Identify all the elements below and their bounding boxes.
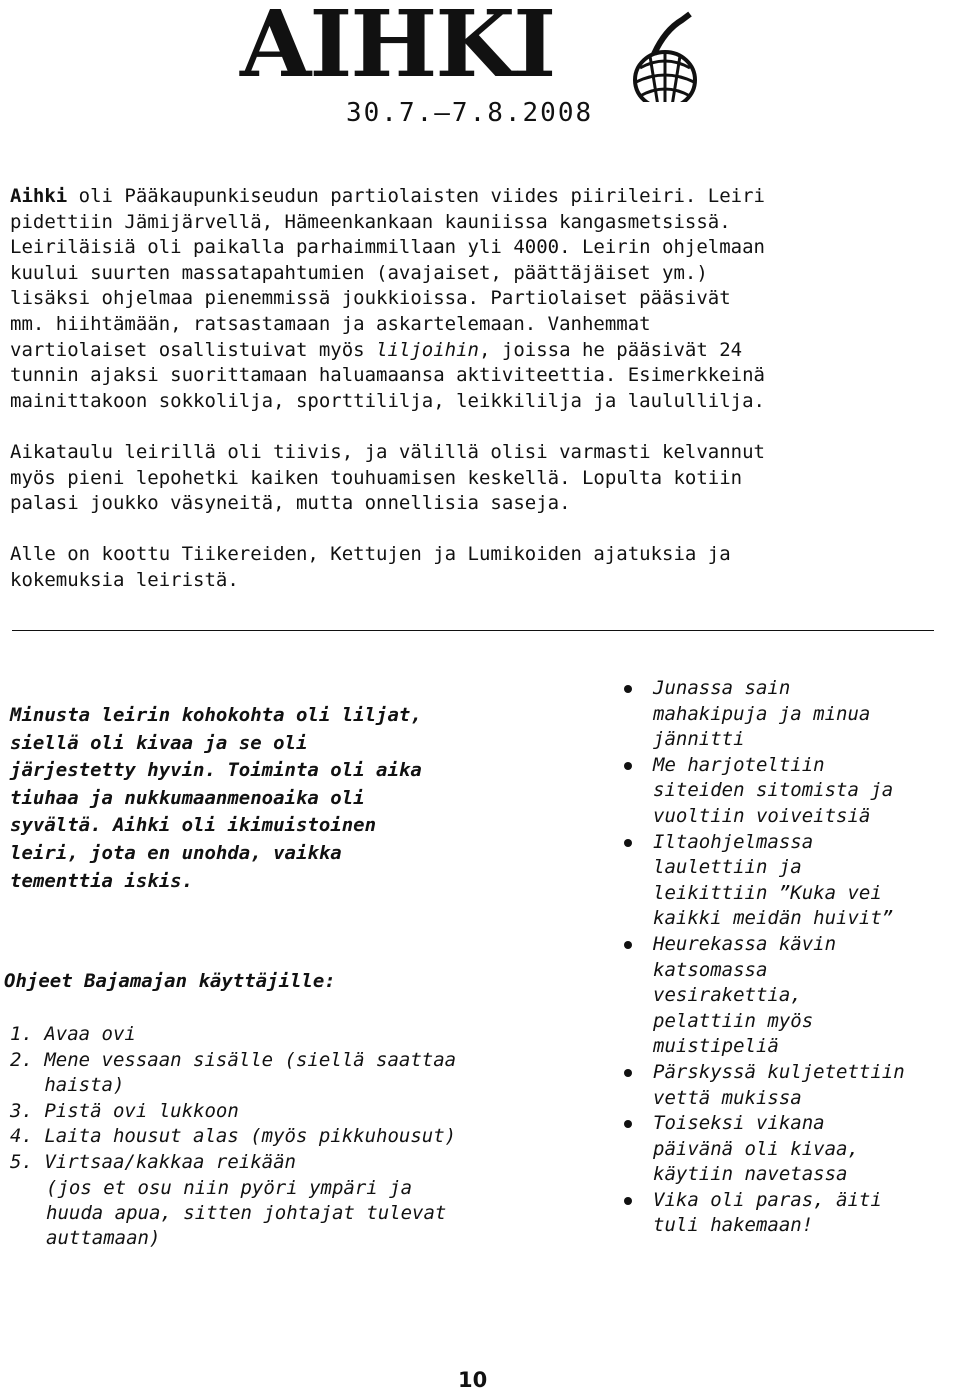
list-item-text: Junassa sain mahakipuja ja minua jännitti (653, 677, 871, 751)
list-item (620, 932, 960, 1060)
camper-experiences-list (620, 676, 960, 1239)
list-item (620, 1060, 960, 1111)
camp-logo-header (230, 2, 710, 132)
list-item-text: Me harjoteltiin siteiden sitomista ja vuoltiin voiveitsiä (653, 753, 894, 827)
instruction-step: 4. Laita housut alas (myös pikkuhousut) (10, 1125, 457, 1148)
intro-bold-word: Aihki (10, 185, 68, 207)
bullet-icon (624, 762, 632, 770)
list-item-text: Heurekassa kävin katsomassa vesirakettia, pelattiin myös muistipeliä (653, 932, 837, 1058)
bullet-icon (624, 1120, 632, 1128)
list-item-text: Iltaohjelmassa laulettiin ja leikittiin ”Kuka vei kaikki meidän huivit” (653, 830, 894, 930)
instructions-note: (jos et osu niin pyöri ympäri ja huuda apua, sitten johtajat tulevat auttamaan) (46, 1177, 447, 1249)
list-item-text: Pärskyssä kuljetettiin vettä mukissa (653, 1060, 905, 1109)
intro-paragraph-3: Alle on koottu Tiikereiden, Kettujen ja Lumikoiden ajatuksia ja kokemuksia leiristä. (10, 543, 731, 591)
list-item (620, 753, 960, 830)
camper-quote: Minusta leirin kohokohta oli liljat, siellä oli kivaa ja se oli järjestetty hyvin. Toiminta oli aika tiuhaa ja nukkumaanmenoaika oli syvältä. Aihki oli ikimuistoinen leiri, jota en unohda, vaikka tementtia iskis. (10, 704, 422, 892)
list-item (620, 1188, 960, 1239)
bullet-icon (624, 685, 632, 693)
intro-paragraph-2: Aikataulu leirillä oli tiivis, ja välillä olisi varmasti kelvannut myös pieni lepohetki kaiken touhuamisen keskellä. Lopulta kotiin palasi joukko väsyneitä, mutta onnellisia saseja. (10, 441, 765, 515)
bullet-icon (624, 941, 632, 949)
list-item (620, 830, 960, 932)
page-number: 10 (458, 1368, 488, 1392)
instruction-step: 2. Mene vessaan sisälle (siellä saattaa haista) (10, 1048, 457, 1097)
list-item (620, 1111, 960, 1188)
list-item (620, 676, 960, 753)
camp-logo (230, 2, 710, 102)
bullet-icon (624, 839, 632, 847)
instructions-list (10, 1022, 456, 1176)
instructions-title: Ohjeet Bajamajan käyttäjille: (4, 970, 336, 992)
pine-cone-icon (635, 14, 695, 102)
bullet-icon (624, 1197, 632, 1205)
intro-text-part-1: oli Pääkaupunkiseudun partiolaisten viides piirileiri. Leiri pidettiin Jämijärvellä, Hämeenkankaan kauniissa kangasmetsissä. Leiriläisiä oli paikalla parhaimmillaan yli 4000. Leirin ohjelmaan kuului suurten massatapahtumien (avajaiset, päättäjäiset ym.) lisäksi ohjelmaa pienemmissä joukkioissa. Partiolaiset pääsivät mm. hiihtämään, ratsastamaan ja askartelemaan. Vanhemmat vartiolaiset osallistuivat myös (10, 185, 765, 361)
instruction-step: 3. Pistä ovi lukkoon (10, 1099, 239, 1122)
instruction-step: 5. Virtsaa/kakkaa reikään (10, 1150, 296, 1173)
list-item-text: Toiseksi vikana päivänä oli kivaa, käytiin navetassa (653, 1112, 859, 1186)
camp-dates: 30.7.—7.8.2008 (346, 98, 594, 128)
instruction-step: 1. Avaa ovi (10, 1023, 136, 1045)
logo-wordmark: AIHKI (240, 2, 555, 98)
intro-italic-word: liljoihin (376, 338, 479, 361)
intro-text-part-2: , joissa he pääsivät 24 tunnin ajaksi suorittamaan haluamaansa aktiviteettia. Esimerkkeinä mainittakoon sokkolilja, sporttililja, leikkililja ja laulullilja. (10, 338, 765, 412)
bullet-icon (624, 1069, 632, 1077)
list-item-text: Vika oli paras, äiti tuli hakemaan! (653, 1188, 882, 1237)
section-divider (12, 630, 934, 631)
intro-paragraph-1 (10, 184, 940, 414)
